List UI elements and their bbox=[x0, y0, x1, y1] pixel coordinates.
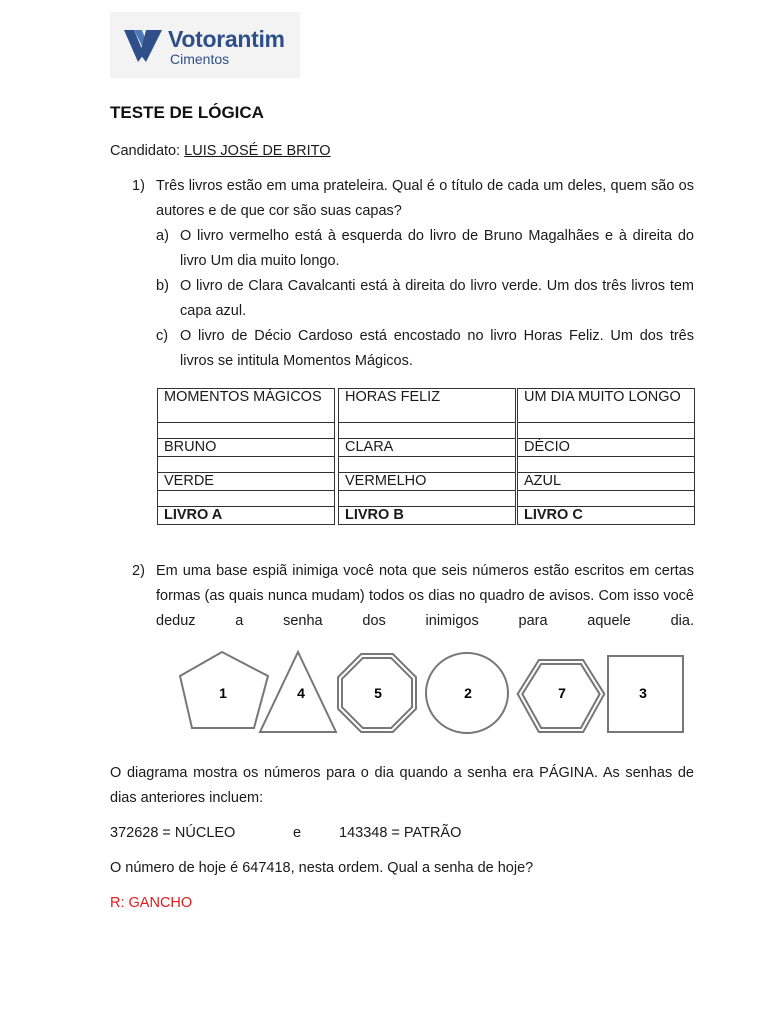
question-1-text: Três livros estão em uma prateleira. Qual é o título de cada um deles, quem são os autores e de que cor são suas capas? bbox=[156, 178, 694, 219]
square-shape bbox=[608, 656, 683, 732]
book-color-cell: VERMELHO bbox=[339, 473, 516, 491]
triangle-shape bbox=[260, 652, 336, 732]
today-question: O número de hoje é 647418, nesta ordem. Qual a senha de hoje? bbox=[110, 860, 534, 876]
company-logo bbox=[110, 12, 300, 78]
spacer-cell bbox=[339, 423, 516, 439]
book-color-cell: AZUL bbox=[518, 473, 695, 491]
clue-c-letter: c) bbox=[156, 328, 169, 344]
spacer-cell bbox=[158, 491, 335, 507]
clue-b-text: O livro de Clara Cavalcanti está à direita do livro verde. Um dos três livros tem capa azul. bbox=[180, 278, 694, 319]
triangle-number: 4 bbox=[297, 685, 305, 701]
book-label-cell: LIVRO A bbox=[158, 507, 335, 525]
pentagon-number: 1 bbox=[219, 685, 227, 701]
book-table-c bbox=[517, 388, 695, 525]
book-author-cell: BRUNO bbox=[158, 439, 335, 457]
logo-brand: Votorantim bbox=[168, 26, 285, 52]
example-conjunction: e bbox=[293, 825, 302, 841]
octagon-number: 5 bbox=[374, 685, 382, 701]
book-color-cell: VERDE bbox=[158, 473, 335, 491]
octagon-shape bbox=[340, 656, 414, 730]
example-first: 372628 = NÚCLEO bbox=[110, 825, 236, 841]
logo-subtitle: Cimentos bbox=[170, 51, 230, 67]
diagram-explanation: O diagrama mostra os números para o dia quando a senha era PÁGINA. As senhas de dias anteriores incluem: bbox=[110, 765, 694, 806]
book-label-cell: LIVRO C bbox=[518, 507, 695, 525]
pentagon-shape bbox=[180, 652, 268, 728]
circle-number: 2 bbox=[464, 685, 472, 701]
book-author-cell: CLARA bbox=[339, 439, 516, 457]
candidate-label: Candidato: bbox=[110, 143, 181, 159]
book-author-cell: DÉCIO bbox=[518, 439, 695, 457]
book-table-b bbox=[338, 388, 516, 525]
spacer-cell bbox=[158, 457, 335, 473]
book-label-cell: LIVRO B bbox=[339, 507, 516, 525]
question-1-number: 1) bbox=[132, 178, 145, 194]
spacer-cell bbox=[518, 423, 695, 439]
hexagon-shape bbox=[520, 662, 602, 730]
question-2-number: 2) bbox=[132, 563, 145, 579]
clue-c bbox=[156, 324, 694, 374]
book-title-cell: MOMENTOS MÁGICOS bbox=[158, 389, 335, 423]
question-1 bbox=[132, 174, 694, 224]
spacer-cell bbox=[518, 491, 695, 507]
spacer-cell bbox=[339, 491, 516, 507]
candidate-name: LUIS JOSÉ DE BRITO bbox=[184, 143, 331, 159]
spacer-cell bbox=[518, 457, 695, 473]
spacer-cell bbox=[339, 457, 516, 473]
question-2 bbox=[132, 559, 694, 634]
clue-a bbox=[156, 224, 694, 274]
question-2-text: Em uma base espiã inimiga você nota que seis números estão escritos em certas formas (as quais nunca mudam) todos os dias no quadro de avisos. Com isso você deduz a senha dos inimigos para aquele dia. bbox=[156, 563, 694, 629]
square-number: 3 bbox=[639, 685, 647, 701]
answer-text: R: GANCHO bbox=[110, 895, 193, 911]
clue-b-letter: b) bbox=[156, 278, 169, 294]
page-title: TESTE DE LÓGICA bbox=[110, 103, 264, 122]
hexagon-number: 7 bbox=[558, 685, 566, 701]
clue-c-text: O livro de Décio Cardoso está encostado no livro Horas Feliz. Um dos três livros se intitula Momentos Mágicos. bbox=[180, 328, 694, 369]
candidate-line bbox=[110, 143, 331, 159]
book-title-cell: UM DIA MUITO LONGO bbox=[518, 389, 695, 423]
book-table-a bbox=[157, 388, 335, 525]
clue-a-letter: a) bbox=[156, 228, 169, 244]
clue-a-text: O livro vermelho está à esquerda do livro de Bruno Magalhães e à direita do livro Um dia muito longo. bbox=[180, 228, 694, 269]
votorantim-logo-icon bbox=[124, 28, 164, 64]
circle-shape bbox=[426, 653, 508, 733]
clue-b bbox=[156, 274, 694, 324]
example-second: 143348 = PATRÃO bbox=[339, 825, 462, 841]
shapes-diagram bbox=[170, 648, 700, 740]
spacer-cell bbox=[158, 423, 335, 439]
book-title-cell: HORAS FELIZ bbox=[339, 389, 516, 423]
